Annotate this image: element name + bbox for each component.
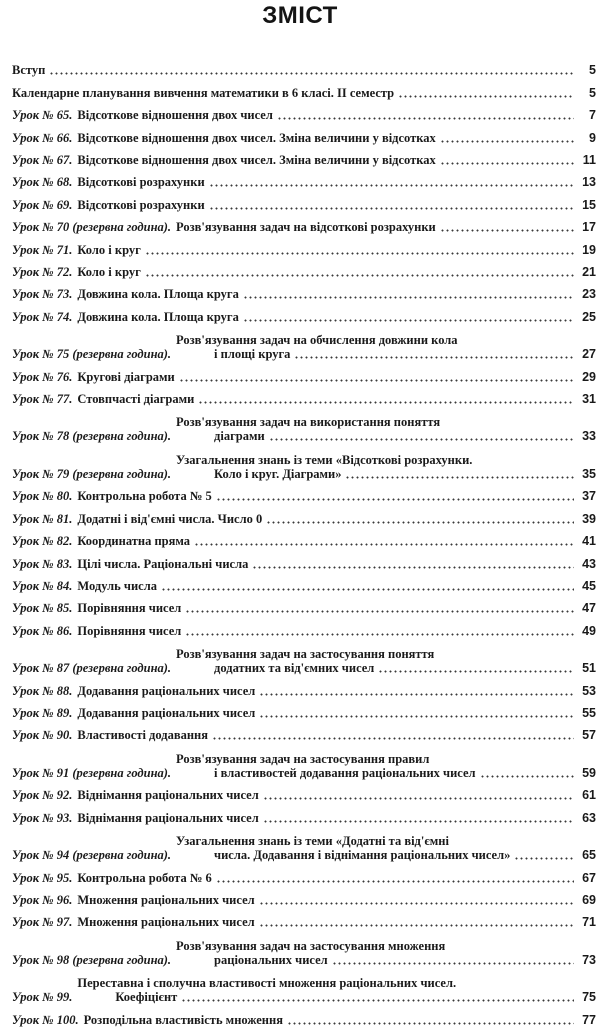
toc-entry-title: Додавання раціональних чисел <box>77 705 256 720</box>
toc-page-number: 21 <box>582 264 596 279</box>
toc-entry-title-continued: і властивостей додавання раціональних чисел <box>214 765 476 780</box>
toc-entry-text <box>77 392 578 409</box>
toc-entry-text <box>176 939 578 970</box>
toc-entry <box>12 170 596 192</box>
toc-lesson-number: Урок № 66. <box>12 130 73 145</box>
toc-lesson-number: Урок № 70 (резервна година). <box>12 220 172 235</box>
toc-entry-title: Календарне планування вивчення математики в 6 класі. II семестр <box>12 85 395 100</box>
toc-lesson-number: Урок № 76. <box>12 369 73 384</box>
toc-entry-text <box>77 153 578 170</box>
dot-leader <box>514 850 574 860</box>
toc-page-number: 77 <box>582 1012 596 1027</box>
toc-lesson-number: Урок № 79 (резервна година). <box>12 466 172 481</box>
toc-lesson-number: Урок № 94 (резервна година). <box>12 848 172 863</box>
toc-entry-title-continued: раціональних чисел <box>214 952 328 967</box>
toc-page-number: 7 <box>589 108 596 123</box>
toc-entry-text <box>77 871 578 888</box>
toc-entry-title: Відсоткове відношення двох чисел. Зміна величини у відсотках <box>77 130 436 145</box>
toc-entry <box>12 125 596 147</box>
toc-entry-text <box>77 265 578 282</box>
toc-entry-title: Віднімання раціональних чисел <box>77 810 259 825</box>
toc-lesson-number: Урок № 97. <box>12 915 73 930</box>
toc-lesson-number: Урок № 89. <box>12 705 73 720</box>
dot-leader <box>252 559 574 569</box>
toc-entry-text <box>77 310 578 327</box>
toc-entry-text <box>77 243 578 260</box>
toc-lesson-number: Урок № 93. <box>12 810 73 825</box>
toc-entry <box>12 1007 596 1029</box>
toc-page-number: 13 <box>582 175 596 190</box>
dot-leader <box>198 394 574 404</box>
toc-page-number: 65 <box>582 848 596 863</box>
dot-leader <box>480 768 574 778</box>
toc-page-number: 37 <box>582 489 596 504</box>
toc-entry-text <box>77 579 578 596</box>
toc-entry-text <box>77 624 578 641</box>
dot-leader <box>263 790 574 800</box>
toc-entry-text <box>77 287 578 304</box>
toc-entry-title: Розв'язування задач на застосування правил <box>176 751 430 766</box>
toc-entry-text <box>176 834 578 865</box>
toc-entry-text <box>77 370 578 387</box>
toc-entry <box>12 574 596 596</box>
toc-lesson-number: Урок № 90. <box>12 728 73 743</box>
dot-leader <box>259 686 574 696</box>
toc-page-number: 45 <box>582 578 596 593</box>
toc-entry-title: Множення раціональних чисел <box>77 892 255 907</box>
toc-entry <box>12 551 596 573</box>
toc-entry-text <box>176 333 578 364</box>
toc-entry <box>12 970 596 1008</box>
toc-entry-text <box>77 706 578 723</box>
toc-entry <box>12 506 596 528</box>
toc-page-number: 67 <box>582 870 596 885</box>
toc-lesson-number: Урок № 96. <box>12 892 73 907</box>
toc-entry-title: Узагальнення знань із теми «Додатні та від'ємні <box>176 834 449 849</box>
toc-entry-title: Кругові діаграми <box>77 369 175 384</box>
toc-entry <box>12 260 596 282</box>
toc-page-number: 23 <box>582 287 596 302</box>
toc-page-number: 25 <box>582 309 596 324</box>
toc-entry-text <box>77 534 578 551</box>
toc-entry-text <box>77 601 578 618</box>
page-title: ЗМІСТ <box>262 2 338 29</box>
toc-entry-title: Модуль числа <box>77 578 157 593</box>
toc-entry-text <box>77 915 578 932</box>
toc-entry-text <box>12 63 578 80</box>
toc-entry-title: Переставна і сполучна властивості множення раціональних чисел. <box>77 976 457 991</box>
toc-lesson-number: Урок № 75 (резервна година). <box>12 347 172 362</box>
dot-leader <box>194 536 574 546</box>
toc-lesson-number: Урок № 65. <box>12 108 73 123</box>
dot-leader <box>49 65 574 75</box>
toc-entry <box>12 641 596 679</box>
dot-leader <box>185 603 574 613</box>
toc-lesson-number: Урок № 72. <box>12 264 73 279</box>
toc-entry <box>12 58 596 80</box>
toc-entry-title: Узагальнення знань із теми «Відсоткові розрахунки. <box>176 452 473 467</box>
dot-leader <box>259 917 574 927</box>
toc-entry-text <box>77 512 578 529</box>
toc-page-number: 75 <box>582 990 596 1005</box>
dot-leader <box>145 267 574 277</box>
dot-leader <box>398 88 574 98</box>
toc-entry-text <box>12 86 578 103</box>
dot-leader <box>266 514 574 524</box>
table-of-contents <box>12 58 596 1030</box>
toc-entry-title: Довжина кола. Площа круга <box>77 287 239 302</box>
toc-entry <box>12 888 596 910</box>
dot-leader <box>185 626 574 636</box>
toc-lesson-number: Урок № 100. <box>12 1012 79 1027</box>
dot-leader <box>216 873 574 883</box>
toc-entry <box>12 409 596 447</box>
dot-leader <box>440 133 574 143</box>
toc-page-number: 19 <box>582 242 596 257</box>
toc-lesson-number: Урок № 92. <box>12 788 73 803</box>
toc-entry-title: Розв'язування задач на застосування множення <box>176 938 446 953</box>
dot-leader <box>161 581 574 591</box>
toc-page-number: 61 <box>582 788 596 803</box>
toc-page-number: 43 <box>582 556 596 571</box>
toc-entry-text <box>77 131 578 148</box>
toc-entry-title: Властивості додавання <box>77 728 209 743</box>
toc-lesson-number: Урок № 74. <box>12 309 73 324</box>
toc-entry-title: Розподільна властивість множення <box>83 1012 283 1027</box>
toc-page-number: 49 <box>582 623 596 638</box>
toc-lesson-number: Урок № 99. <box>12 990 73 1005</box>
dot-leader <box>440 155 574 165</box>
toc-entry-text <box>176 415 578 446</box>
dot-leader <box>378 663 574 673</box>
toc-entry-title: Відсоткові розрахунки <box>77 197 205 212</box>
toc-entry-title: Порівняння чисел <box>77 623 182 638</box>
toc-lesson-number: Урок № 80. <box>12 489 73 504</box>
toc-lesson-number: Урок № 82. <box>12 534 73 549</box>
toc-entry <box>12 148 596 170</box>
dot-leader <box>179 372 574 382</box>
toc-entry-text <box>77 557 578 574</box>
toc-entry-text <box>77 976 578 1007</box>
toc-entry <box>12 596 596 618</box>
toc-entry-title: Вступ <box>12 63 46 78</box>
toc-lesson-number: Урок № 98 (резервна година). <box>12 952 172 967</box>
toc-lesson-number: Урок № 69. <box>12 197 73 212</box>
toc-entry <box>12 237 596 259</box>
toc-entry-text <box>77 728 578 745</box>
toc-page-number: 59 <box>582 765 596 780</box>
dot-leader <box>440 222 574 232</box>
toc-page-number: 5 <box>589 63 596 78</box>
dot-leader <box>145 245 574 255</box>
toc-lesson-number: Урок № 77. <box>12 391 73 406</box>
toc-page-number: 71 <box>582 915 596 930</box>
toc-page-number: 69 <box>582 892 596 907</box>
toc-entry-title: Координатна пряма <box>77 534 191 549</box>
dot-leader <box>345 469 574 479</box>
toc-entry <box>12 387 596 409</box>
dot-leader <box>332 955 574 965</box>
toc-page-number: 5 <box>589 85 596 100</box>
toc-entry-title: Множення раціональних чисел <box>77 915 255 930</box>
toc-entry-title-continued: діаграми <box>214 429 265 444</box>
toc-entry-text <box>77 788 578 805</box>
toc-page-number: 57 <box>582 728 596 743</box>
toc-entry-title-continued: і площі круга <box>214 347 291 362</box>
dot-leader <box>243 289 574 299</box>
toc-entry-title: Розв'язування задач на відсоткові розрахунки <box>176 220 436 235</box>
toc-entry-text <box>176 647 578 678</box>
dot-leader <box>259 708 574 718</box>
toc-page-number: 39 <box>582 511 596 526</box>
toc-entry-text <box>77 108 578 125</box>
dot-leader <box>243 312 574 322</box>
toc-entry <box>12 529 596 551</box>
toc-lesson-number: Урок № 87 (резервна година). <box>12 661 172 676</box>
toc-entry <box>12 484 596 506</box>
toc-entry-text <box>176 220 578 237</box>
toc-entry-title: Відсоткові розрахунки <box>77 175 205 190</box>
toc-entry-title-continued: Коефіцієнт <box>115 990 178 1005</box>
toc-entry-title: Розв'язування задач на обчислення довжини кола <box>176 333 458 348</box>
toc-entry-title: Віднімання раціональних чисел <box>77 788 259 803</box>
toc-entry-title: Довжина кола. Площа круга <box>77 309 239 324</box>
toc-entry-text <box>77 811 578 828</box>
toc-entry-title: Відсоткове відношення двох чисел. Зміна величини у відсотках <box>77 152 436 167</box>
toc-entry <box>12 364 596 386</box>
toc-entry-text <box>77 489 578 506</box>
toc-entry-title: Додатні і від'ємні числа. Число 0 <box>77 511 263 526</box>
dot-leader <box>263 813 574 823</box>
toc-page-number: 29 <box>582 369 596 384</box>
toc-lesson-number: Урок № 85. <box>12 601 73 616</box>
toc-entry-text <box>176 752 578 783</box>
toc-lesson-number: Урок № 84. <box>12 578 73 593</box>
toc-page-number: 11 <box>582 152 596 167</box>
toc-page-number: 27 <box>582 347 596 362</box>
toc-entry-title-continued: Коло і круг. Діаграми» <box>214 466 342 481</box>
toc-entry <box>12 805 596 827</box>
dot-leader <box>216 491 574 501</box>
toc-entry-title: Контрольна робота № 6 <box>77 870 212 885</box>
toc-lesson-number: Урок № 67. <box>12 152 73 167</box>
toc-page-number: 17 <box>582 220 596 235</box>
dot-leader <box>259 895 574 905</box>
dot-leader <box>277 110 574 120</box>
toc-entry-text <box>77 198 578 215</box>
toc-entry <box>12 723 596 745</box>
toc-page-number: 15 <box>582 197 596 212</box>
toc-page-number: 73 <box>582 952 596 967</box>
toc-entry <box>12 192 596 214</box>
dot-leader <box>294 349 574 359</box>
toc-page-number: 63 <box>582 810 596 825</box>
toc-lesson-number: Урок № 71. <box>12 242 73 257</box>
toc-entry-title: Розв'язування задач на використання поняття <box>176 415 441 430</box>
toc-page-number: 55 <box>582 705 596 720</box>
toc-entry-title: Коло і круг <box>77 264 141 279</box>
toc-lesson-number: Урок № 73. <box>12 287 73 302</box>
toc-entry <box>12 446 596 484</box>
toc-entry-text <box>77 684 578 701</box>
toc-entry-title: Стовпчасті діаграми <box>77 391 195 406</box>
toc-entry-title: Контрольна робота № 5 <box>77 489 212 504</box>
toc-entry <box>12 828 596 866</box>
dot-leader <box>181 992 574 1002</box>
toc-entry <box>12 745 596 783</box>
toc-entry <box>12 327 596 365</box>
toc-lesson-number: Урок № 91 (резервна година). <box>12 765 172 780</box>
toc-entry-title: Коло і круг <box>77 242 141 257</box>
toc-entry <box>12 103 596 125</box>
toc-entry <box>12 282 596 304</box>
toc-lesson-number: Урок № 78 (резервна година). <box>12 429 172 444</box>
toc-lesson-number: Урок № 68. <box>12 175 73 190</box>
toc-entry-text <box>77 175 578 192</box>
toc-entry-title: Відсоткове відношення двох чисел <box>77 108 273 123</box>
toc-entry-title: Цілі числа. Раціональні числа <box>77 556 249 571</box>
toc-entry <box>12 618 596 640</box>
toc-page-number: 47 <box>582 601 596 616</box>
toc-entry <box>12 80 596 102</box>
toc-entry-title-continued: додатних та від'ємних чисел <box>214 661 375 676</box>
toc-lesson-number: Урок № 95. <box>12 870 73 885</box>
toc-entry-title: Додавання раціональних чисел <box>77 683 256 698</box>
toc-lesson-number: Урок № 86. <box>12 623 73 638</box>
toc-entry <box>12 678 596 700</box>
dot-leader <box>269 431 574 441</box>
toc-entry <box>12 783 596 805</box>
dot-leader <box>287 1015 574 1025</box>
toc-entry-text <box>84 1013 578 1030</box>
toc-page-number: 33 <box>582 429 596 444</box>
toc-entry-title: Розв'язування задач на застосування поняття <box>176 647 435 662</box>
dot-leader <box>212 730 574 740</box>
toc-page-number: 41 <box>582 534 596 549</box>
toc-lesson-number: Урок № 88. <box>12 683 73 698</box>
toc-entry-text <box>77 893 578 910</box>
toc-page-number: 51 <box>582 661 596 676</box>
toc-entry <box>12 910 596 932</box>
toc-entry <box>12 932 596 970</box>
toc-lesson-number: Урок № 81. <box>12 511 73 526</box>
dot-leader <box>209 177 574 187</box>
toc-page-number: 9 <box>589 130 596 145</box>
toc-entry <box>12 215 596 237</box>
toc-entry <box>12 304 596 326</box>
toc-entry <box>12 701 596 723</box>
toc-lesson-number: Урок № 83. <box>12 556 73 571</box>
toc-page-number: 53 <box>582 683 596 698</box>
toc-page-number: 35 <box>582 466 596 481</box>
toc-entry <box>12 865 596 887</box>
dot-leader <box>209 200 574 210</box>
toc-page-number: 31 <box>582 391 596 406</box>
toc-entry-title: Порівняння чисел <box>77 601 182 616</box>
toc-entry-title-continued: числа. Додавання і віднімання раціональних чисел» <box>214 848 511 863</box>
toc-entry-text <box>176 453 578 484</box>
